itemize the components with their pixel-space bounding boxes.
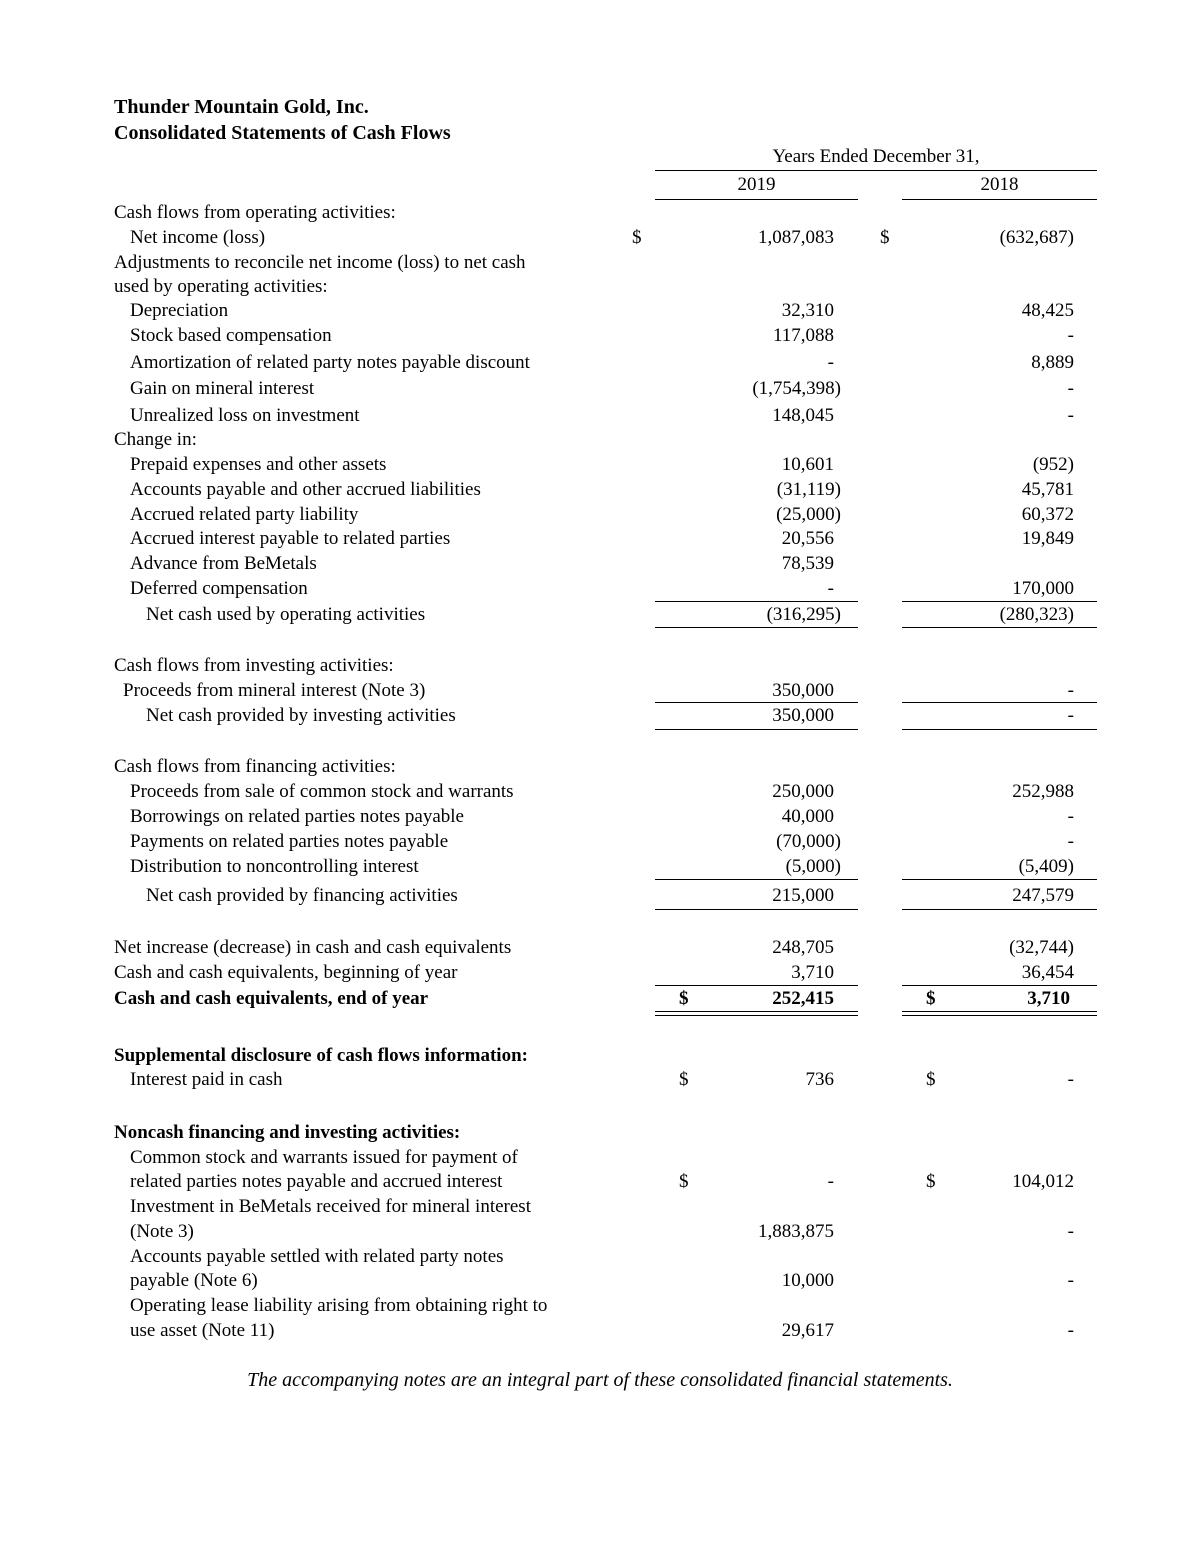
currency-symbol: $: [926, 1069, 936, 1090]
row-label-cont: related parties notes payable and accrued interest: [130, 1171, 503, 1192]
row-label: Proceeds from sale of common stock and warrants: [130, 781, 514, 802]
table-row: [0, 780, 1200, 804]
total-rule: [902, 909, 1097, 910]
value-2018: 45,781: [1021, 479, 1074, 500]
currency-symbol: $: [679, 988, 689, 1009]
row-label: Net income (loss): [130, 227, 266, 248]
value-2019: 148,045: [772, 405, 834, 426]
row-label: Investment in BeMetals received for mineral interest: [130, 1196, 531, 1217]
period-underline: [655, 170, 1097, 171]
value-2018: -: [1067, 1069, 1074, 1090]
table-row: [0, 1319, 1200, 1343]
supplemental-heading: Supplemental disclosure of cash flows information:: [114, 1045, 528, 1066]
row-label: Interest paid in cash: [130, 1069, 283, 1090]
row-label-cont: (Note 3): [130, 1221, 194, 1242]
subtotal-rule: [655, 702, 858, 703]
investing-heading-row: [0, 654, 1200, 678]
table-row: [0, 552, 1200, 576]
currency-symbol: $: [679, 1171, 689, 1192]
value-2019: (316,295): [766, 604, 841, 625]
currency-symbol: $: [880, 227, 890, 248]
row-label: Distribution to noncontrolling interest: [130, 856, 419, 877]
currency-symbol: $: [632, 227, 642, 248]
value-2018: 36,454: [1021, 962, 1074, 983]
value-2018: -: [1067, 705, 1074, 726]
value-2018: (5,409): [1018, 856, 1074, 877]
value-2018: -: [1067, 1320, 1074, 1341]
operating-heading-row: [0, 201, 1200, 225]
row-label: Net increase (decrease) in cash and cash equivalents: [114, 937, 512, 958]
interest-paid-row: [0, 1068, 1200, 1092]
column-2019-underline: [655, 199, 858, 200]
column-2018-underline: [902, 199, 1097, 200]
row-label: Common stock and warrants issued for payment of: [130, 1147, 518, 1168]
value-2018: 8,889: [1031, 352, 1074, 373]
subtotal-rule: [655, 985, 858, 986]
double-rule: [655, 1011, 858, 1012]
total-rule: [902, 729, 1097, 730]
row-label: Payments on related parties notes payable: [130, 831, 449, 852]
row-label: Cash and cash equivalents, end of year: [114, 988, 429, 1009]
value-2018: -: [1067, 325, 1074, 346]
row-label: Operating lease liability arising from obtaining right to: [130, 1295, 548, 1316]
row-label: Accounts payable settled with related party notes: [130, 1246, 504, 1267]
value-2019: 350,000: [772, 680, 834, 701]
value-2019: 78,539: [781, 553, 834, 574]
table-row: [0, 1170, 1200, 1194]
value-2018: -: [1067, 378, 1074, 399]
value-2019: 252,415: [772, 988, 834, 1009]
table-row: [0, 324, 1200, 348]
value-2019: -: [827, 1171, 834, 1192]
table-row: [0, 577, 1200, 601]
double-rule: [655, 1015, 858, 1016]
value-2019: 250,000: [772, 781, 834, 802]
row-label: Accounts payable and other accrued liabilities: [130, 479, 481, 500]
value-2018: -: [1067, 1270, 1074, 1291]
total-rule: [655, 627, 858, 628]
value-2019: 40,000: [781, 806, 834, 827]
adjustments-heading: Adjustments to reconcile net income (loss) to net cash: [114, 252, 526, 273]
row-label: Amortization of related party notes payable discount: [130, 352, 530, 373]
financing-total-row: [0, 884, 1200, 908]
total-rule: [655, 909, 858, 910]
change-heading-row: [0, 428, 1200, 452]
value-2019: -: [827, 578, 834, 599]
value-2018: -: [1067, 680, 1074, 701]
footer-note: The accompanying notes are an integral part of these consolidated financial statements.: [247, 1369, 953, 1391]
value-2018: 19,849: [1021, 528, 1074, 549]
adjustments-heading-row-2: [0, 275, 1200, 299]
operating-total-row: [0, 603, 1200, 627]
table-row: [0, 830, 1200, 854]
value-2018: 104,012: [1012, 1171, 1074, 1192]
double-rule: [902, 1015, 1097, 1016]
row-label: Cash and cash equivalents, beginning of year: [114, 962, 458, 983]
table-row: [0, 1146, 1200, 1170]
row-label: Deferred compensation: [130, 578, 308, 599]
beginning-cash-row: [0, 961, 1200, 985]
value-2019: (25,000): [776, 504, 841, 525]
row-label: Net cash used by operating activities: [146, 604, 426, 625]
subtotal-rule: [655, 601, 858, 602]
value-2019: 117,088: [772, 325, 834, 346]
total-rule: [655, 729, 858, 730]
table-row: [0, 1294, 1200, 1318]
row-label: Accrued related party liability: [130, 504, 359, 525]
statement-title: Consolidated Statements of Cash Flows: [114, 122, 451, 144]
currency-symbol: $: [926, 1171, 936, 1192]
row-label: Net cash provided by financing activities: [146, 885, 458, 906]
row-label: Borrowings on related parties notes payable: [130, 806, 464, 827]
value-2019: 29,617: [781, 1320, 834, 1341]
value-2019: 350,000: [772, 705, 834, 726]
value-2019: 20,556: [781, 528, 834, 549]
value-2019: 1,087,083: [758, 227, 834, 248]
table-row: [0, 1220, 1200, 1244]
supplemental-heading-row: [0, 1044, 1200, 1068]
net-income-row: [0, 226, 1200, 250]
table-row: [0, 1195, 1200, 1219]
value-2018: 170,000: [1012, 578, 1074, 599]
value-2019: 32,310: [781, 300, 834, 321]
column-2018: 2018: [980, 174, 1019, 195]
row-label-cont: payable (Note 6): [130, 1270, 258, 1291]
value-2018: (952): [1032, 454, 1074, 475]
table-row: [0, 1245, 1200, 1269]
value-2018: 48,425: [1021, 300, 1074, 321]
table-row: [0, 527, 1200, 551]
row-label: Advance from BeMetals: [130, 553, 317, 574]
total-rule: [902, 627, 1097, 628]
table-row: [0, 855, 1200, 879]
table-row: [0, 299, 1200, 323]
column-2019: 2019: [737, 174, 776, 195]
company-name: Thunder Mountain Gold, Inc.: [114, 96, 369, 118]
table-row: [0, 805, 1200, 829]
table-row: [0, 1269, 1200, 1293]
row-label-cont: use asset (Note 11): [130, 1320, 275, 1341]
noncash-heading: Noncash financing and investing activities:: [114, 1122, 461, 1143]
change-heading: Change in:: [114, 429, 197, 450]
value-2019: 248,705: [772, 937, 834, 958]
row-label: Net cash provided by investing activities: [146, 705, 456, 726]
subtotal-rule: [902, 879, 1097, 880]
row-label: Unrealized loss on investment: [130, 405, 360, 426]
adjustments-heading-cont: used by operating activities:: [114, 276, 328, 297]
value-2019: 736: [805, 1069, 834, 1090]
row-label: Stock based compensation: [130, 325, 332, 346]
investing-heading: Cash flows from investing activities:: [114, 655, 394, 676]
row-label: Prepaid expenses and other assets: [130, 454, 387, 475]
table-row: [0, 377, 1200, 401]
value-2019: -: [827, 352, 834, 373]
value-2018: -: [1067, 1221, 1074, 1242]
value-2018: 252,988: [1012, 781, 1074, 802]
value-2018: 247,579: [1012, 885, 1074, 906]
value-2019: 10,000: [781, 1270, 834, 1291]
double-rule: [902, 1011, 1097, 1012]
value-2019: (5,000): [785, 856, 841, 877]
table-row: [0, 453, 1200, 477]
currency-symbol: $: [679, 1069, 689, 1090]
value-2019: 3,710: [791, 962, 834, 983]
row-label: Gain on mineral interest: [130, 378, 315, 399]
subtotal-rule: [902, 702, 1097, 703]
value-2018: -: [1067, 405, 1074, 426]
table-row: [0, 478, 1200, 502]
row-label: Accrued interest payable to related parties: [130, 528, 451, 549]
value-2018: 60,372: [1021, 504, 1074, 525]
row-label: Depreciation: [130, 300, 229, 321]
subtotal-rule: [655, 879, 858, 880]
row-label: Proceeds from mineral interest (Note 3): [123, 680, 426, 701]
noncash-heading-row: [0, 1121, 1200, 1145]
investing-total-row: [0, 704, 1200, 728]
value-2019: (70,000): [776, 831, 841, 852]
value-2018: -: [1067, 831, 1074, 852]
ending-cash-row: [0, 987, 1200, 1011]
subtotal-rule: [902, 601, 1097, 602]
period-heading: Years Ended December 31,: [772, 146, 980, 167]
net-change-row: [0, 936, 1200, 960]
table-row: [0, 404, 1200, 428]
value-2018: (632,687): [999, 227, 1074, 248]
value-2018: -: [1067, 806, 1074, 827]
value-2019: 215,000: [772, 885, 834, 906]
subtotal-rule: [902, 985, 1097, 986]
value-2019: (1,754,398): [752, 378, 841, 399]
value-2019: (31,119): [776, 479, 841, 500]
value-2018: 3,710: [1027, 988, 1070, 1009]
value-2019: 10,601: [781, 454, 834, 475]
financing-heading-row: [0, 755, 1200, 779]
financing-heading: Cash flows from financing activities:: [114, 756, 396, 777]
table-row: [0, 503, 1200, 527]
value-2018: (280,323): [999, 604, 1074, 625]
adjustments-heading-row: [0, 251, 1200, 275]
operating-heading: Cash flows from operating activities:: [114, 202, 396, 223]
value-2018: (32,744): [1009, 937, 1074, 958]
table-row: [0, 351, 1200, 375]
value-2019: 1,883,875: [758, 1221, 834, 1242]
currency-symbol: $: [926, 988, 936, 1009]
table-row: [0, 679, 1200, 703]
